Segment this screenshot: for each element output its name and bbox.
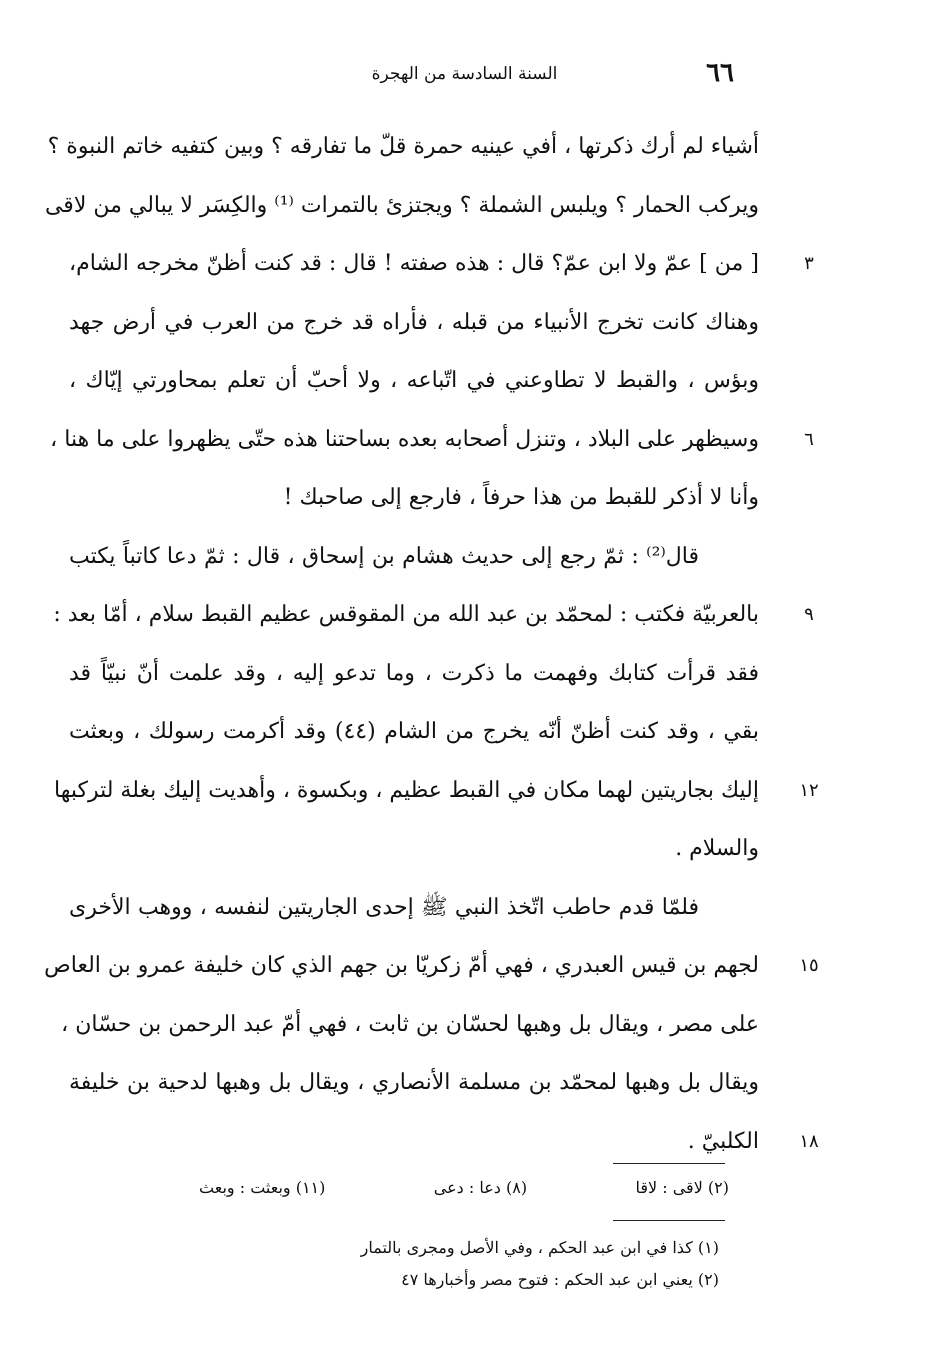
line-number: ٣ [804, 253, 814, 274]
text-line: قال⁽²⁾ : ثمّ رجع إلى حديث هشام بن إسحاق ، قال : ثمّ دعا كاتباً يكتب [69, 543, 699, 569]
text-line: الكلبيّ . [687, 1128, 759, 1154]
text-line: وهناك كانت تخرج الأنبياء من قبله ، فأراه قد خرج من العرب في أرض جهد [69, 309, 759, 335]
line-number: ٦ [804, 428, 814, 450]
running-title: السنة السادسة من الهجرة [371, 64, 558, 84]
text-line: وبؤس ، والقبط لا تطاوعني في اتّباعه ، ولا أحبّ أن تعلم بمحاورتي إيّاك ، [69, 368, 759, 393]
text-line: بالعربيّة فكتب : لمحمّد بن عبد الله من المقوقس عظيم القبط سلام ، أمّا بعد : [53, 602, 759, 627]
page-number: ٦٦ [706, 58, 734, 88]
text-line: لجهم بن قيس العبدري ، فهي أمّ زكريّا بن جهم الذي كان خليفة عمرو بن العاص [44, 953, 759, 978]
line-number: ١٨ [799, 1130, 819, 1152]
variant-reading: (١١) وبعثت : وبعث [199, 1178, 326, 1197]
text-line: ويركب الحمار ؟ ويلبس الشملة ؟ ويجتزئ بالتمرات ⁽¹⁾ والكِسَر لا يبالي من لاقى [44, 192, 759, 218]
variant-reading: (٨) دعا : دعى [433, 1178, 528, 1197]
page-header [0, 58, 929, 98]
text-line: أشياء لم أرك ذكرتها ، أفي عينيه حمرة قلّ ما تفارقه ؟ وبين كتفيه خاتم النبوة ؟ [47, 134, 759, 159]
text-line: بقي ، وقد كنت أظنّ أنّه يخرج من الشام (٤٤) وقد أكرمت رسولك ، وبعثت [69, 719, 759, 744]
text-line: وأنا لا أذكر للقبط من هذا حرفاً ، فارجع إلى صاحبك ! [283, 485, 759, 510]
line-number: ٩ [804, 604, 814, 625]
line-number: ١٥ [799, 955, 819, 976]
text-line: فقد قرأت كتابك وفهمت ما ذكرت ، وما تدعو إليه ، وقد علمت أنّ نبيّاً قد [69, 660, 759, 686]
variants-rule [613, 1163, 725, 1164]
text-line: [ من ] عمّ ولا ابن عمّ؟ قال : هذه صفته ! قال : قد كنت أظنّ مخرجه الشام، [69, 251, 759, 276]
line-number: ١٢ [799, 779, 819, 801]
text-line: فلمّا قدم حاطب اتّخذ النبي ﷺ إحدى الجاريتين لنفسه ، ووهب الأخرى [69, 894, 699, 920]
variant-readings [199, 1178, 729, 1208]
text-line: إليك بجاريتين لهما مكان في القبط عظيم ، وبكسوة ، وأهديت إليك بغلة لتركبها [53, 777, 759, 803]
text-line: على مصر ، ويقال بل وهبها لحسّان بن ثابت ، فهي أمّ عبد الرحمن بن حسّان ، [61, 1011, 759, 1037]
text-line: ويقال بل وهبها لمحمّد بن مسلمة الأنصاري ، ويقال بل وهبها لدحية بن خليفة [69, 1070, 759, 1095]
variant-reading: (٢) لاقى : لاقا [635, 1178, 729, 1197]
footnote: (١) كذا في ابن عبد الحكم ، وفي الأصل ومجرى بالتمار [360, 1238, 719, 1257]
text-line: وسيظهر على البلاد ، وتنزل أصحابه بعده بساحتنا هذه حتّى يظهروا على ما هنا ، [50, 426, 759, 452]
footnotes-rule [613, 1220, 725, 1221]
footnote: (٢) يعني ابن عبد الحكم : فتوح مصر وأخبارها ٤٧ [401, 1270, 719, 1289]
text-line: والسلام . [675, 836, 759, 861]
